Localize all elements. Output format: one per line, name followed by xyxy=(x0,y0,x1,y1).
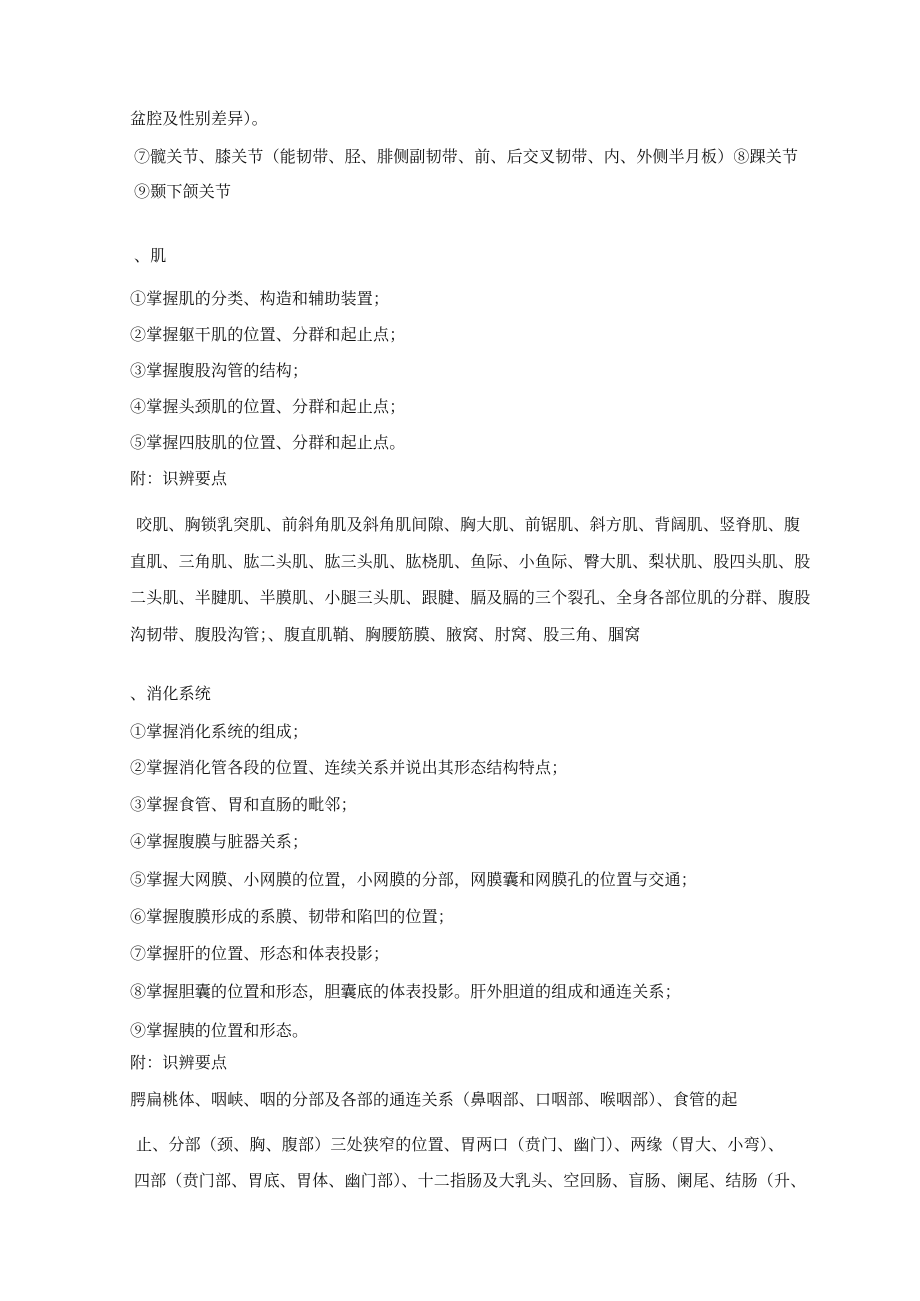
paragraph-line: 沟韧带、腹股沟管；、腹直肌鞘、胸腰筋膜、腋窝、肘窝、股三角、腘窝 xyxy=(130,625,641,644)
paragraph-line: 腭扁桃体、咽峡、咽的分部及各部的通连关系（鼻咽部、口咽部、喉咽部）、食管的起 xyxy=(130,1090,738,1109)
list-item: ⑤掌握四肢肌的位置、分群和起止点。 xyxy=(130,433,406,452)
text-line: 盆腔及性别差异）。 xyxy=(130,109,268,128)
paragraph-line: 二头肌、半腱肌、半膜肌、小腿三头肌、跟腱、膈及膈的三个裂孔、全身各部位肌的分群、腹股 xyxy=(130,588,811,607)
section-heading: 、肌 xyxy=(134,246,167,265)
list-item: ⑤掌握大网膜、小网膜的位置，小网膜的分部，网膜囊和网膜孔的位置与交通； xyxy=(130,870,698,889)
list-item: ①掌握消化系统的组成； xyxy=(130,722,309,741)
list-item: ②掌握消化管各段的位置、连续关系并说出其形态结构特点； xyxy=(130,758,568,777)
paragraph-line: 咬肌、胸锁乳突肌、前斜角肌及斜角肌间隙、胸大肌、前锯肌、斜方肌、背阔肌、竖脊肌、腹 xyxy=(136,515,801,534)
list-item: ②掌握躯干肌的位置、分群和起止点； xyxy=(130,325,406,344)
text-line: ⑦髋关节、膝关节（能韧带、胫、腓侧副韧带、前、后交叉韧带、内、外侧半月板）⑧踝关节 xyxy=(134,147,799,166)
text-line: ⑨颞下颌关节 xyxy=(134,182,232,201)
list-item: ③掌握食管、胃和直肠的毗邻； xyxy=(130,795,357,814)
paragraph-line: 止、分部（颈、胸、腹部）三处狭窄的位置、胃两口（贲门、幽门）、两缘（胃大、小弯）、 xyxy=(136,1135,785,1154)
paragraph-line: 四部（贲门部、胃底、胃体、幽门部）、十二指肠及大乳头、空回肠、盲肠、阑尾、结肠（升、 xyxy=(134,1171,807,1190)
appendix-label: 附：识辨要点 xyxy=(130,469,228,488)
list-item: ④掌握腹膜与脏器关系； xyxy=(130,832,309,851)
list-item: ⑥掌握腹膜形成的系膜、韧带和陷凹的位置； xyxy=(130,907,455,926)
appendix-label: 附：识辨要点 xyxy=(130,1053,228,1072)
list-item: ⑦掌握肝的位置、形态和体表投影； xyxy=(130,944,390,963)
paragraph-line: 直肌、三角肌、肱二头肌、肱三头肌、肱桡肌、鱼际、小鱼际、臀大肌、梨状肌、股四头肌、股 xyxy=(130,552,811,571)
list-item: ①掌握肌的分类、构造和辅助装置； xyxy=(130,289,390,308)
list-item: ③掌握腹股沟管的结构； xyxy=(130,361,309,380)
list-item: ⑨掌握胰的位置和形态。 xyxy=(130,1021,309,1040)
list-item: ⑧掌握胆囊的位置和形态，胆囊底的体表投影。肝外胆道的组成和通连关系； xyxy=(130,982,681,1001)
list-item: ④掌握头颈肌的位置、分群和起止点； xyxy=(130,397,406,416)
section-heading: 、消化系统 xyxy=(130,684,212,703)
